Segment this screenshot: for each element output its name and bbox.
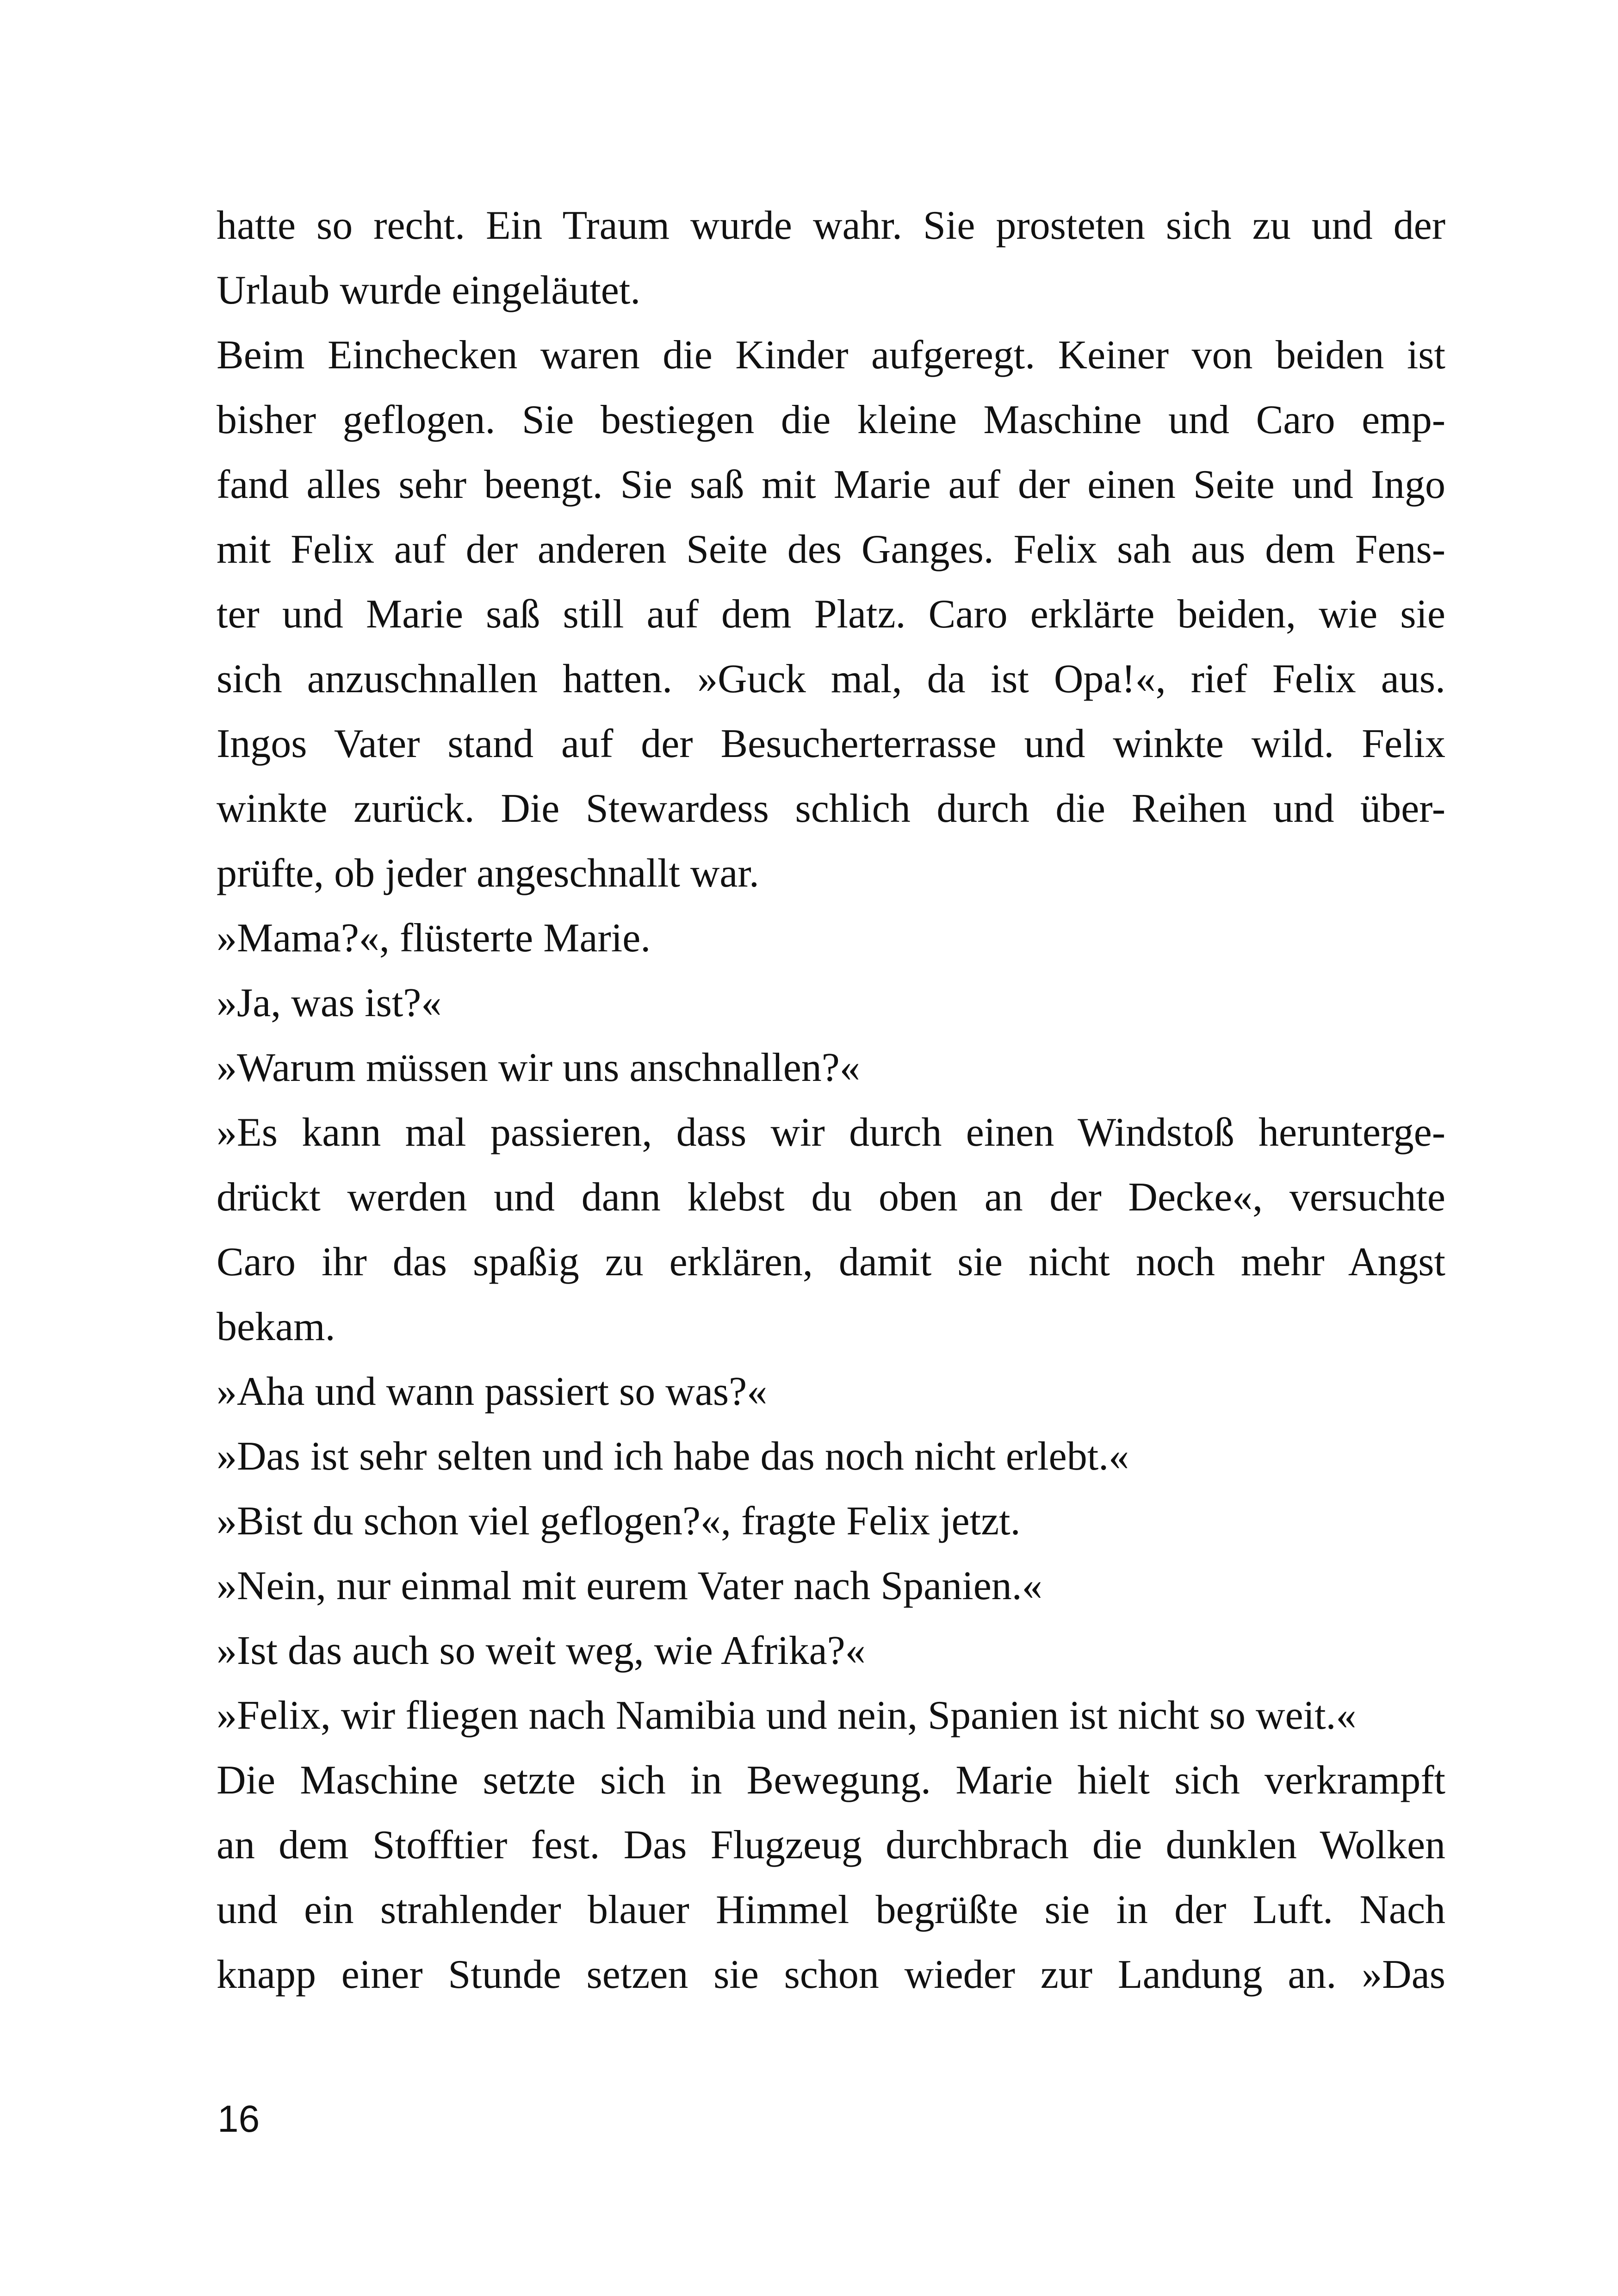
text-line: und ein strahlender blauer Himmel begrüßte sie in der Luft. Nach (217, 1887, 1445, 1932)
body-text (217, 193, 1445, 2007)
text-line: »Aha und wann passiert so was?« (217, 1369, 768, 1414)
text-line: prüfte, ob jeder angeschnallt war. (217, 851, 759, 896)
text-line: Caro ihr das spaßig zu erklären, damit sie nicht noch mehr Angst (217, 1240, 1445, 1285)
text-line: »Ist das auch so weit weg, wie Afrika?« (217, 1628, 866, 1673)
text-line: »Ja, was ist?« (217, 980, 442, 1025)
text-line: hatte so recht. Ein Traum wurde wahr. Sie prosteten sich zu und der (217, 203, 1445, 248)
text-line: ter und Marie saß still auf dem Platz. Caro erklärte beiden, wie sie (217, 592, 1445, 637)
text-line: »Bist du schon viel geflogen?«, fragte Felix jetzt. (217, 1499, 1021, 1544)
text-line: Beim Einchecken waren die Kinder aufgeregt. Keiner von beiden ist (217, 333, 1445, 378)
text-line: fand alles sehr beengt. Sie saß mit Marie auf der einen Seite und Ingo (217, 462, 1445, 507)
text-line: sich anzuschnallen hatten. »Guck mal, da ist Opa!«, rief Felix aus. (217, 657, 1445, 701)
text-line: »Warum müssen wir uns anschnallen?« (217, 1045, 860, 1090)
text-line: »Felix, wir fliegen nach Namibia und nein, Spanien ist nicht so weit.« (217, 1693, 1357, 1738)
text-line: mit Felix auf der anderen Seite des Ganges. Felix sah aus dem Fens- (217, 527, 1445, 572)
text-line: winkte zurück. Die Stewardess schlich durch die Reihen und über- (217, 786, 1445, 831)
page-number: 16 (217, 2098, 260, 2140)
text-line: Urlaub wurde eingeläutet. (217, 268, 641, 313)
text-line: Ingos Vater stand auf der Besucherterrasse und winkte wild. Felix (217, 721, 1445, 766)
text-line: »Es kann mal passieren, dass wir durch einen Windstoß herunterge- (217, 1110, 1445, 1155)
text-line: drückt werden und dann klebst du oben an der Decke«, versuchte (217, 1175, 1445, 1220)
text-line: »Mama?«, flüsterte Marie. (217, 916, 651, 961)
text-line: an dem Stofftier fest. Das Flugzeug durchbrach die dunklen Wolken (217, 1823, 1445, 1868)
text-line: »Das ist sehr selten und ich habe das noch nicht erlebt.« (217, 1434, 1129, 1479)
text-line: knapp einer Stunde setzen sie schon wieder zur Landung an. »Das (217, 1952, 1445, 1997)
text-line: Die Maschine setzte sich in Bewegung. Marie hielt sich verkrampft (217, 1758, 1445, 1803)
text-line: bisher geflogen. Sie bestiegen die kleine Maschine und Caro emp- (217, 397, 1445, 442)
text-line: »Nein, nur einmal mit eurem Vater nach Spanien.« (217, 1564, 1042, 1608)
text-line: bekam. (217, 1304, 335, 1349)
